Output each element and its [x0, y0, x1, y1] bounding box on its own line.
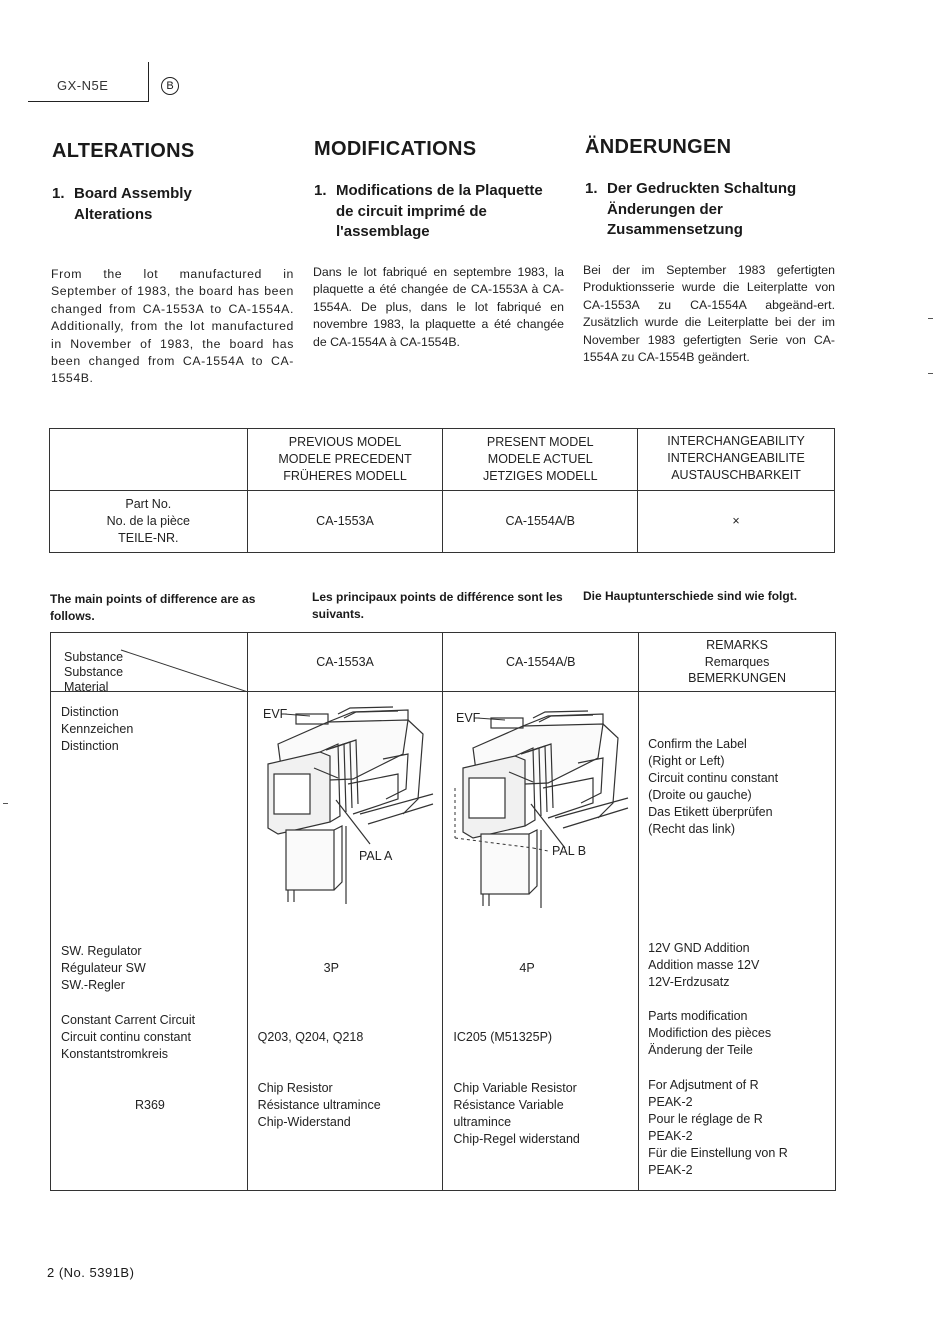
resistor-label: R369 [135, 1098, 165, 1112]
remarks-column [639, 692, 836, 1191]
new-resistor-value: Chip Variable Resistor Résistance Variable ultramince Chip-Regel widerstand [453, 1081, 580, 1146]
board-assembly-illustration-a [258, 704, 438, 909]
table-row [51, 692, 836, 1191]
subsection-title-en: 1. Board Assembly Alterations [52, 185, 192, 223]
margin-mark [3, 803, 8, 804]
board-assembly-illustration-b [453, 708, 633, 913]
svg-text:EVF: EVF [456, 711, 481, 725]
new-regulator-value: 4P [519, 961, 535, 975]
differences-intro-fr: Les principaux points de différence sont les suivants. [312, 590, 563, 621]
new-board-header: CA-1554A/B [443, 633, 639, 692]
interchangeability-header: INTERCHANGEABILITY INTERCHANGEABILITE AUSTAUSCHBARKEIT [638, 429, 835, 491]
model-comparison-table [49, 428, 835, 553]
present-part-number: CA-1554A/B [443, 491, 638, 553]
remarks-header: REMARKS Remarques BEMERKUNGEN [639, 633, 836, 692]
page-number: 2 (No. 5391B) [47, 1265, 135, 1280]
constant-current-label: Constant Carrent Circuit Circuit continu constant Konstantstromkreis [61, 1013, 196, 1061]
differences-intro-en: The main points of difference are as follows. [50, 592, 256, 623]
resistor-remarks: For Adjsutment of R PEAK-2 Pour le réglage de R PEAK-2 Für die Einstellung von R PEAK-2 [648, 1078, 788, 1177]
regulator-remarks: 12V GND Addition Addition masse 12V 12V-Erdzusatz [648, 941, 760, 989]
header-underline [28, 101, 149, 102]
margin-mark [928, 373, 933, 374]
differences-table [50, 632, 836, 1191]
margin-mark [928, 318, 933, 319]
model-code: GX-N5E [57, 78, 109, 93]
svg-text:EVF: EVF [262, 707, 287, 721]
table-header-row [51, 633, 836, 692]
subsection-title-fr: 1. Modifications de la Plaquette de circuit imprimé de l'assemblage [314, 182, 543, 240]
distinction-label: Distinction Kennzeichen Distinction [61, 705, 134, 753]
new-board-column [443, 692, 639, 1191]
regulator-label: SW. Regulator Régulateur SW SW.-Regler [61, 944, 146, 992]
distinction-remarks: Confirm the Label (Right or Left) Circuit continu constant (Droite ou gauche) Das Etikett überprüfen (Recht das link) [648, 737, 779, 836]
empty-header-cell [50, 429, 248, 491]
svg-text:PAL B: PAL B [552, 844, 587, 858]
prev-regulator-value: 3P [323, 961, 339, 975]
constant-current-remarks: Parts modification Modifiction des pièces Änderung der Teile [648, 1009, 772, 1057]
table-header-row [50, 429, 835, 491]
interchangeability-value: × [638, 491, 835, 553]
previous-part-number: CA-1553A [247, 491, 443, 553]
corner-cell: Substance Substance Material [51, 633, 248, 692]
prev-board-header: CA-1553A [247, 633, 443, 692]
present-model-header: PRESENT MODEL MODELE ACTUEL JETZIGES MODELL [443, 429, 638, 491]
language-badge: B [161, 77, 179, 95]
prev-resistor-value: Chip Resistor Résistance ultramince Chip-Widerstand [257, 1081, 381, 1129]
new-constant-current-value: IC205 (M51325P) [453, 1030, 553, 1044]
paragraph-en: From the lot manufactured in September of 1983, the board has been changed from CA-1553A to CA-1554A. Additionally, from the lot manufactured in November of 1983, the board has been changed from CA-1554A to CA-1554B. [51, 267, 294, 386]
attribute-column [51, 692, 248, 1191]
svg-text:PAL A: PAL A [358, 849, 393, 863]
prev-constant-current-value: Q203, Q204, Q218 [257, 1030, 364, 1044]
table-row [50, 491, 835, 553]
paragraph-fr: Dans le lot fabriqué en septembre 1983, la plaquette a été changée de CA-1553A à CA-1554A. De plus, dans le lot fabriqué en novembre 1983, la plaquette a été changée de CA-1554A à CA-1554B. [313, 265, 564, 349]
previous-model-header: PREVIOUS MODEL MODELE PRECEDENT FRÜHERES MODELL [247, 429, 443, 491]
header-divider [148, 62, 149, 102]
prev-board-column [247, 692, 443, 1191]
section-title-en: ALTERATIONS [52, 140, 195, 162]
subsection-title-de: 1. Der Gedruckten Schaltung Änderungen der Zusammensetzung [585, 180, 797, 238]
differences-intro-de: Die Hauptunterschiede sind wie folgt. [583, 589, 798, 603]
paragraph-de: Bei der im September 1983 gefertigten Produktionsserie wurde die Leiterplatte von CA-1553A zu CA-1554A abgeänd-ert. Zusätzlich wurde die Leiterplatte bei der im November 1983 gefertigten Serie von CA-1554A zu CA-1554B geändert. [583, 263, 835, 365]
section-title-de: ÄNDERUNGEN [585, 136, 732, 158]
part-number-label: Part No. No. de la pièce TEILE-NR. [50, 491, 248, 553]
section-title-fr: MODIFICATIONS [314, 138, 477, 160]
